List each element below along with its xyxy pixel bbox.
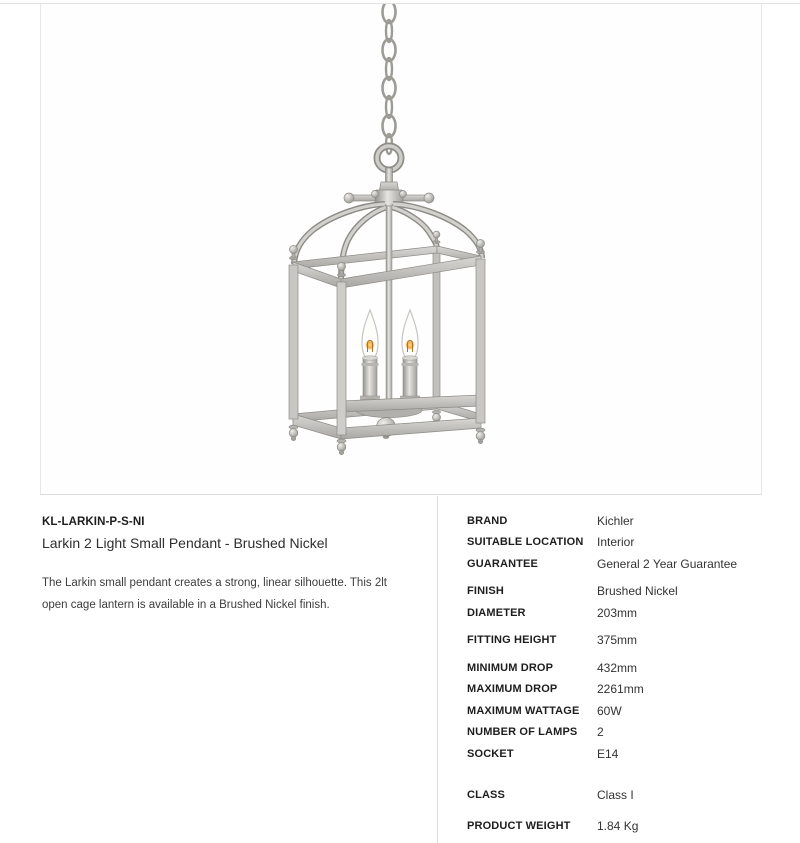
spec-value: General 2 Year Guarantee <box>597 556 738 571</box>
spec-value: Interior <box>597 535 635 550</box>
spec-label: DIAMETER <box>467 606 526 619</box>
product-info-section <box>0 496 800 843</box>
finial-east <box>477 240 485 254</box>
spec-row-maximum-wattage <box>467 700 800 722</box>
finial-south <box>338 263 346 277</box>
spec-row-class <box>467 785 800 807</box>
top-fitting <box>344 168 434 206</box>
spec-value: 1.84 Kg <box>597 818 639 833</box>
spec-row-finish <box>467 581 800 603</box>
spec-label: BRAND <box>467 514 508 527</box>
bulb-glass <box>362 310 378 359</box>
product-code: KL-LARKIN-P-S-NI <box>42 516 145 528</box>
spec-label: FINISH <box>467 585 504 598</box>
spec-value: 2261mm <box>597 682 644 697</box>
spec-value: 203mm <box>597 605 638 620</box>
product-image <box>41 4 763 495</box>
foot-east <box>476 428 485 444</box>
spec-row-number-of-lamps <box>467 722 800 744</box>
spec-row-socket <box>467 743 800 765</box>
foot-west <box>289 425 298 441</box>
spec-table <box>438 496 800 843</box>
spec-label: SOCKET <box>467 747 514 760</box>
product-summary <box>0 496 438 843</box>
spec-value: E14 <box>597 746 619 761</box>
spec-row-product-weight <box>467 815 800 837</box>
finial-west <box>290 246 298 260</box>
candle-right <box>400 310 420 404</box>
spec-value: Brushed Nickel <box>597 584 678 599</box>
spec-row-maximum-drop <box>467 679 800 701</box>
spec-label: NUMBER OF LAMPS <box>467 726 578 739</box>
spec-label: FITTING HEIGHT <box>467 634 557 647</box>
spec-row-suitable-location <box>467 532 800 554</box>
chain <box>383 4 396 154</box>
foot-south <box>337 439 346 455</box>
hanging-loop <box>377 146 401 170</box>
spec-label: CLASS <box>467 789 506 802</box>
product-title: Larkin 2 Light Small Pendant - Brushed Nickel <box>42 535 328 551</box>
spec-label: MINIMUM DROP <box>467 661 554 674</box>
spec-label: MAXIMUM DROP <box>467 683 558 696</box>
bulb-glass <box>402 310 418 359</box>
spec-value: Class I <box>597 788 634 803</box>
spec-row-guarantee <box>467 553 800 575</box>
spec-value: 432mm <box>597 660 638 675</box>
centre-stem <box>386 206 392 404</box>
spec-value: 375mm <box>597 633 638 648</box>
spec-value: 2 <box>597 725 604 740</box>
spec-label: SUITABLE LOCATION <box>467 536 584 549</box>
spec-value: Kichler <box>597 513 634 528</box>
finial-back <box>433 231 440 243</box>
spec-label: PRODUCT WEIGHT <box>467 819 571 832</box>
filament-glow <box>365 340 375 350</box>
product-image-panel <box>40 4 762 495</box>
spec-value: 60W <box>597 703 622 718</box>
spec-row-minimum-drop <box>467 657 800 679</box>
spec-row-diameter <box>467 602 800 624</box>
candle-left <box>360 310 380 404</box>
spec-row-fitting-height <box>467 630 800 652</box>
spec-label: GUARANTEE <box>467 557 539 570</box>
filament-glow <box>405 340 415 350</box>
spec-label: MAXIMUM WATTAGE <box>467 704 580 717</box>
spec-row-brand <box>467 510 800 532</box>
product-description: The Larkin small pendant creates a strong, linear silhouette. This 2lt open cage lantern is available in a Brushed Nickel finish. <box>42 577 387 611</box>
